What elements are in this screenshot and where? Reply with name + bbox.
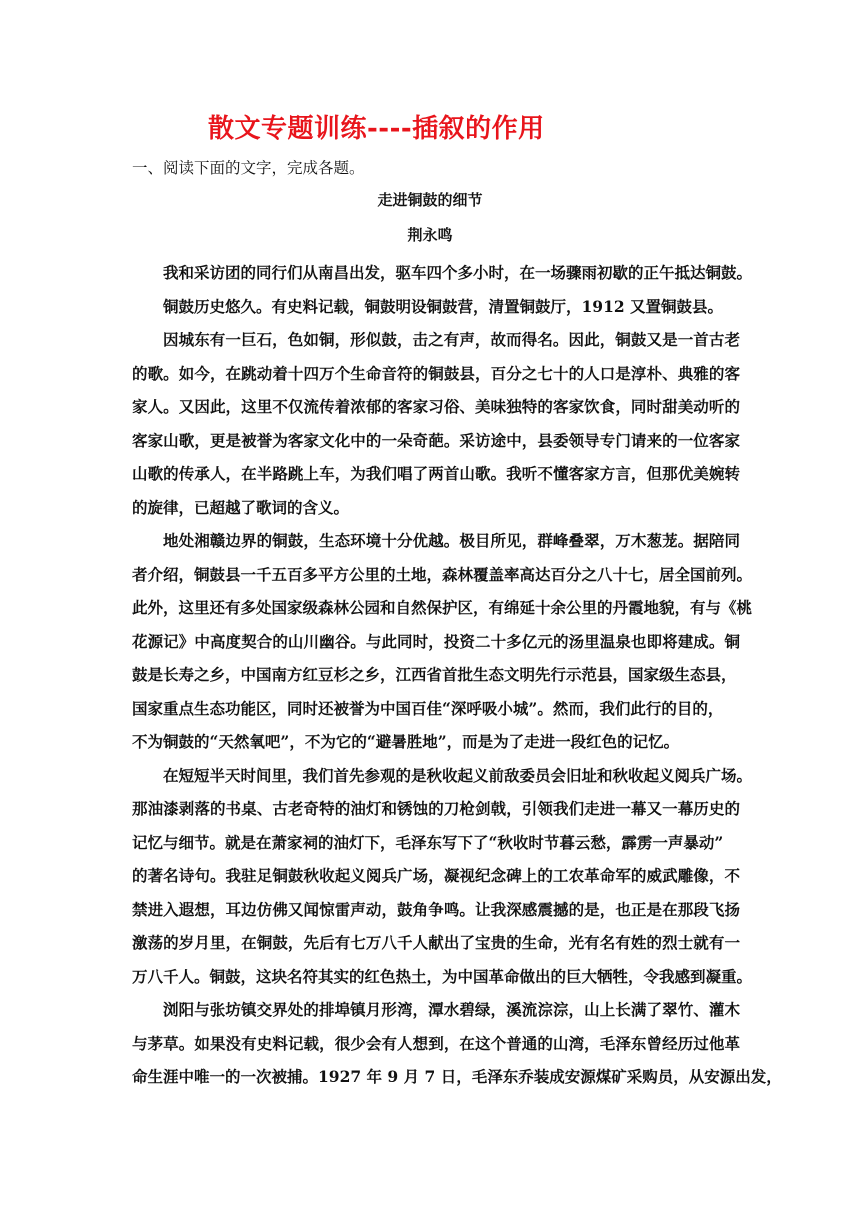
text-line: 的著名诗句。我驻足铜鼓秋收起义阅兵广场，凝视纪念碑上的工农革命军的威武雕像，不 bbox=[132, 866, 740, 885]
text-line: 铜鼓历史悠久。有史料记载，铜鼓明设铜鼓营，清置铜鼓厅，1912 又置铜鼓县。 bbox=[163, 296, 724, 316]
text-line: 激荡的岁月里，在铜鼓，先后有七万八千人献出了宝贵的生命，光有名有姓的烈士就有一 bbox=[132, 933, 740, 952]
text-line: 万八千人。铜鼓，这块名符其实的红色热土，为中国革命做出的巨大牺牲，令我感到凝重。 bbox=[132, 966, 753, 986]
text-line: 花源记》中高度契合的山川幽谷。与此同时，投资二十多亿元的汤里温泉也即将建成。铜 bbox=[132, 631, 740, 651]
text-line: 者介绍，铜鼓县一千五百多平方公里的土地，森林覆盖率高达百分之八十七，居全国前列。 bbox=[132, 564, 753, 584]
text-line: 此外，这里还有多处国家级森林公园和自然保护区，有绵延十余公里的丹霞地貌，有与《桃 bbox=[132, 598, 753, 617]
article-body bbox=[132, 256, 782, 1094]
text-line: 浏阳与张坊镇交界处的排埠镇月形湾，潭水碧绿，溪流淙淙，山上长满了翠竹、灌木 bbox=[163, 1000, 740, 1019]
text-line: 的歌。如今，在跳动着十四万个生命音符的铜鼓县，百分之七十的人口是淳朴、典雅的客 bbox=[132, 363, 740, 383]
text-line: 在短短半天时间里，我们首先参观的是秋收起义前敌委员会旧址和秋收起义阅兵广场。 bbox=[163, 765, 753, 785]
text-line: 家人。又因此，这里不仅流传着浓郁的客家习俗、美味独特的客家饮食，同时甜美动听的 bbox=[132, 397, 740, 416]
text-line: 禁进入遐想，耳边仿佛又闻惊雷声动，鼓角争鸣。让我深感震撼的是，也正是在那段飞扬 bbox=[132, 899, 740, 919]
text-line: 鼓是长寿之乡，中国南方红豆杉之乡，江西省首批生态文明先行示范县，国家级生态县， bbox=[132, 665, 737, 684]
text-line: 地处湘赣边界的铜鼓，生态环境十分优越。极目所见，群峰叠翠，万木葱茏。据陪同 bbox=[163, 531, 740, 550]
text-line: 因城东有一巨石，色如铜，形似鼓，击之有声，故而得名。因此，铜鼓又是一首古老 bbox=[163, 330, 740, 349]
text-line: 客家山歌，更是被誉为客家文化中的一朵奇葩。采访途中，县委领导专门请来的一位客家 bbox=[132, 430, 740, 450]
page-title: 散文专题训练----插叙的作用 bbox=[208, 114, 545, 144]
text-line: 山歌的传承人，在半路跳上车，为我们唱了两首山歌。我听不懂客家方言，但那优美婉转 bbox=[132, 464, 740, 483]
text-line: 命生涯中唯一的一次被捕。1927 年 9 月 7 日，毛泽东乔装成安源煤矿采购员，从安源出发， bbox=[132, 1067, 782, 1086]
text-line: 国家重点生态功能区，同时还被誉为中国百佳“深呼吸小城”。然而，我们此行的目的， bbox=[132, 698, 724, 718]
article-title: 走进铜鼓的细节 bbox=[377, 191, 483, 209]
text-line: 不为铜鼓的“天然氧吧”，不为它的“避暑胜地”，而是为了走进一段红色的记忆。 bbox=[132, 732, 680, 751]
instruction: 一、阅读下面的文字，完成各题。 bbox=[132, 159, 365, 177]
text-line: 记忆与细节。就是在萧家祠的油灯下，毛泽东写下了“秋收时节暮云愁，霹雳一声暴动” bbox=[132, 832, 724, 852]
text-line: 的旋律，已超越了歌词的含义。 bbox=[132, 497, 350, 517]
text-line: 与茅草。如果没有史料记载，很少会有人想到，在这个普通的山湾，毛泽东曾经历过他革 bbox=[132, 1033, 740, 1053]
text-line: 我和采访团的同行们从南昌出发，驱车四个多小时，在一场骤雨初歇的正午抵达铜鼓。 bbox=[163, 263, 753, 282]
text-line: 那油漆剥落的书桌、古老奇特的油灯和锈蚀的刀枪剑戟，引领我们走进一幕又一幕历史的 bbox=[132, 799, 740, 818]
article-author: 荆永鸣 bbox=[407, 226, 453, 244]
